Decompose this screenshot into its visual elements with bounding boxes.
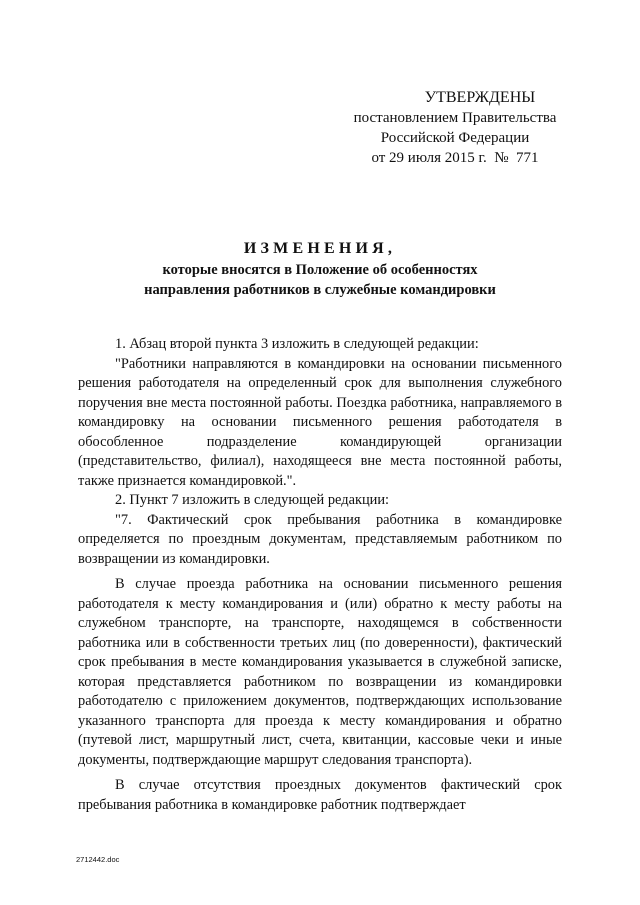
approval-stamp — [330, 88, 580, 168]
approval-line-2: Российской Федерации — [380, 130, 530, 146]
document-body — [78, 335, 562, 815]
paragraph-item-1: 1. Абзац второй пункта 3 изложить в следующей редакции: — [115, 336, 479, 352]
paragraph-item-2: 2. Пункт 7 изложить в следующей редакции: — [115, 492, 390, 508]
approval-heading: УТВЕРЖДЕНЫ — [424, 89, 536, 106]
paragraph-no-documents-case: В случае отсутствия проездных документов фактический срок пребывания работника в командировке работник подтверждает — [78, 777, 562, 813]
document-title — [60, 238, 580, 300]
title-subtitle-line-1: которые вносятся в Положение об особенностях — [162, 262, 478, 278]
paragraph-quote-2: "7. Фактический срок пребывания работника в командировке определяется по проездным документам, представляемым работником по возвращении из командировки. — [78, 511, 562, 567]
title-subtitle-line-2: направления работников в служебные командировки — [144, 282, 496, 298]
paragraph-quote-1: "Работники направляются в командировки на основании письменного решения работодателя на определенный срок для выполнения служебного поручения вне места постоянной работы. Поездка работника, направляемого в командировку на основании письменного решения работодателя в обособленное подразделение командирующей организации (представительство, филиал), находящееся вне места постоянной работы, также признается командировкой.". — [78, 355, 562, 489]
footer-filename: 2712442.doc — [76, 855, 120, 864]
approval-date-number: от 29 июля 2015 г. № 771 — [371, 150, 539, 166]
paragraph-transport-case: В случае проезда работника на основании письменного решения работодателя к месту командирования и (или) обратно к месту работы на служебном транспорте, на транспорте, находящемся в собственности работника или в собственности третьих лиц (по доверенности), фактический срок пребывания в месте командирования указывается в служебной записке, которая представляется работником по возвращении из командировки работодателю с приложением документов, подтверждающих использование указанного транспорта для проезда к месту командирования и обратно (путевой лист, маршрутный лист, счета, квитанции, кассовые чеки и иные документы, подтверждающие маршрут следования транспорта). — [78, 576, 562, 768]
approval-line-1: постановлением Правительства — [353, 110, 557, 126]
title-main: ИЗМЕНЕНИЯ, — [243, 240, 397, 257]
